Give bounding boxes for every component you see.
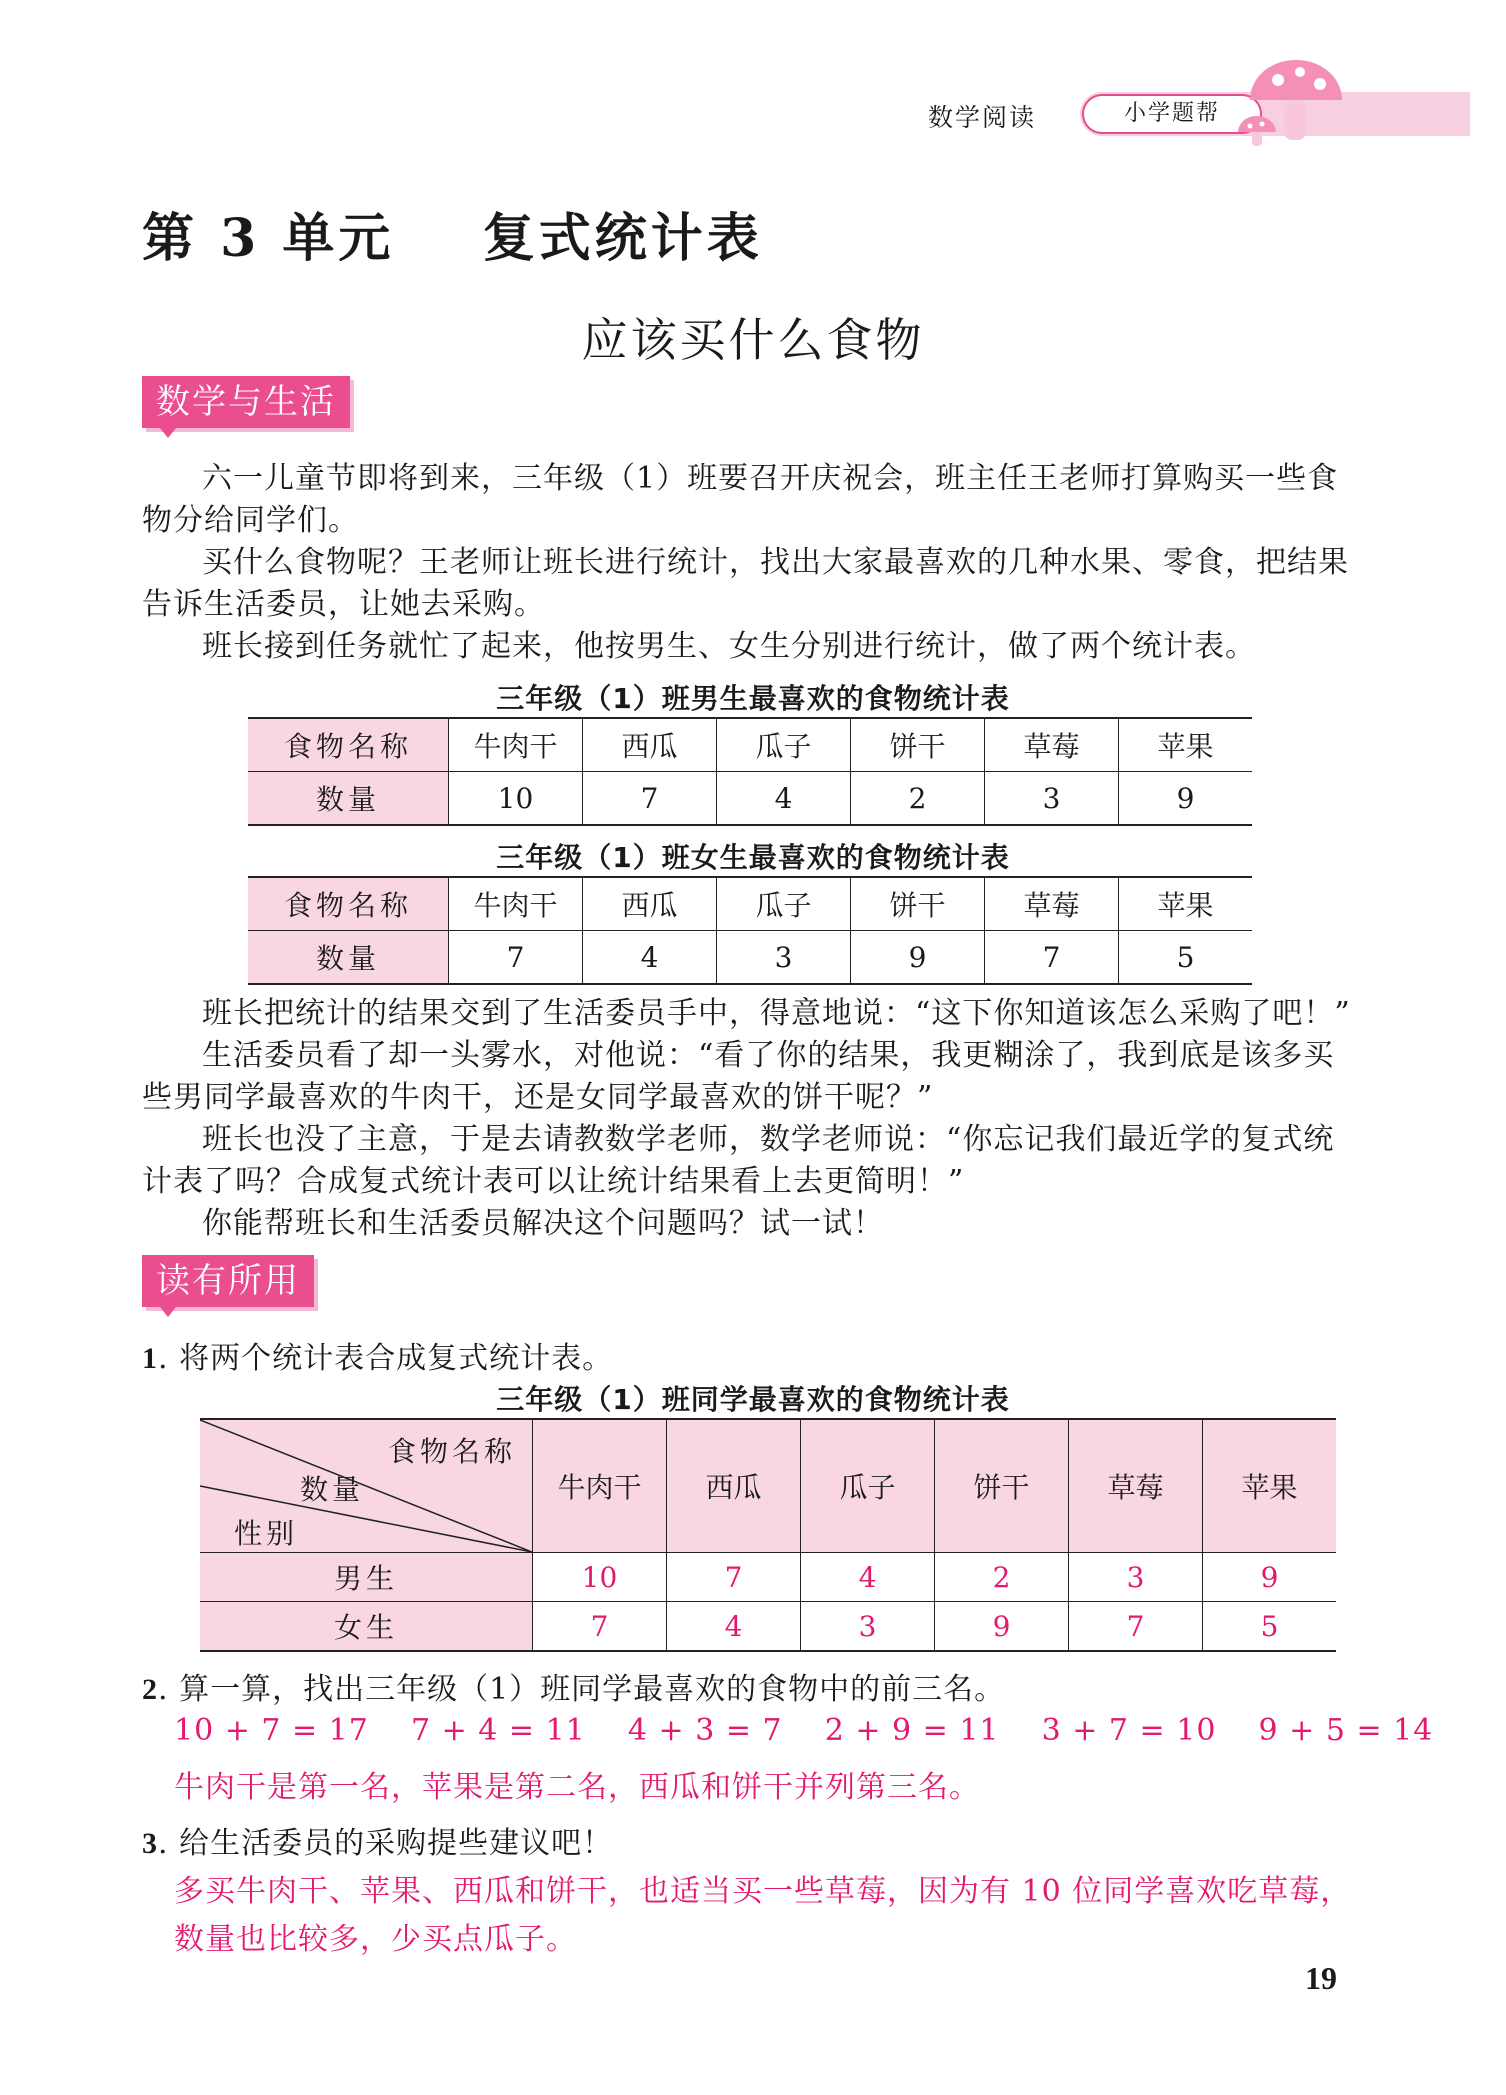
- food-cell: 苹果: [1203, 1419, 1337, 1553]
- answer-cell: 7: [667, 1553, 801, 1602]
- food-cell: 牛肉干: [449, 877, 583, 931]
- count-cell: 4: [583, 931, 717, 985]
- answer-suggestion-line2: 数量也比较多，少买点瓜子。: [174, 1922, 577, 1957]
- answer-cell: 10: [533, 1553, 667, 1602]
- mushroom-icon: [1238, 52, 1348, 148]
- brand-badge: [1082, 94, 1262, 134]
- count-cell: 4: [717, 772, 851, 826]
- answer-cell: 3: [1069, 1553, 1203, 1602]
- combined-table: [200, 1418, 1336, 1652]
- boys-table: [248, 717, 1252, 826]
- answer-cell: 2: [935, 1553, 1069, 1602]
- count-cell: 7: [985, 931, 1119, 985]
- answer-ranking: 牛肉干是第一名，苹果是第二名，西瓜和饼干并列第三名。: [174, 1770, 980, 1805]
- table-caption-boys: 三年级（1）班男生最喜欢的食物统计表: [496, 682, 1010, 715]
- question-text: . 算一算，找出三年级（1）班同学最喜欢的食物中的前三名。: [158, 1672, 1006, 1707]
- food-cell: 西瓜: [583, 877, 717, 931]
- answer-cell: 3: [801, 1602, 935, 1652]
- count-cell: 10: [449, 772, 583, 826]
- paragraph: 买什么食物呢？王老师让班长进行统计，找出大家最喜欢的几种水果、零食，把结果告诉生活委员，让她去采购。: [142, 545, 1349, 622]
- diag-label-food: 食物名称: [387, 1435, 516, 1468]
- row-header: 食物名称: [248, 718, 449, 772]
- page-number: 19: [1305, 1960, 1337, 1996]
- paragraph: 班长把统计的结果交到了生活委员手中，得意地说：“这下你知道该怎么采购了吧！”: [202, 996, 1351, 1031]
- row-header: 数量: [248, 772, 449, 826]
- answer-cell: 4: [667, 1602, 801, 1652]
- answer-cell: 7: [533, 1602, 667, 1652]
- paragraph: 六一儿童节即将到来，三年级（1）班要召开庆祝会，班主任王老师打算购买一些食物分给同学们。: [142, 461, 1339, 538]
- answer-cell: 4: [801, 1553, 935, 1602]
- question-number: 2: [142, 1673, 158, 1706]
- question-3: [142, 1818, 613, 1862]
- diag-label-count: 数量: [300, 1473, 365, 1506]
- count-cell: 9: [1119, 772, 1253, 826]
- food-cell: 西瓜: [667, 1419, 801, 1553]
- count-cell: 2: [851, 772, 985, 826]
- article-title: 应该买什么食物: [581, 313, 925, 367]
- count-cell: 7: [449, 931, 583, 985]
- food-cell: 瓜子: [717, 877, 851, 931]
- question-2: [142, 1664, 1005, 1708]
- section-tag-use: 读有所用: [142, 1255, 314, 1307]
- answer-suggestion-line1: 多买牛肉干、苹果、西瓜和饼干，也适当买一些草莓，因为有 10 位同学喜欢吃草莓，: [174, 1874, 1352, 1909]
- intro-text: [142, 458, 1362, 668]
- section-tag-life: 数学与生活: [142, 376, 350, 428]
- paragraph: 班长接到任务就忙了起来，他按男生、女生分别进行统计，做了两个统计表。: [202, 629, 1256, 664]
- food-cell: 苹果: [1119, 877, 1253, 931]
- food-cell: 草莓: [985, 718, 1119, 772]
- answer-cell: 9: [1203, 1553, 1337, 1602]
- row-header: 女生: [200, 1602, 533, 1652]
- count-cell: 3: [985, 772, 1119, 826]
- paragraph: 生活委员看了却一头雾水，对他说：“看了你的结果，我更糊涂了，我到底是该多买些男同学最喜欢的牛肉干，还是女同学最喜欢的饼干呢？”: [142, 1038, 1335, 1115]
- question-number: 3: [142, 1827, 158, 1860]
- question-number: 1: [142, 1342, 158, 1375]
- brand-label: 小学题帮: [1123, 101, 1220, 126]
- question-text: . 给生活委员的采购提些建议吧！: [158, 1826, 614, 1861]
- count-cell: 9: [851, 931, 985, 985]
- answer-cell: 9: [935, 1602, 1069, 1652]
- food-cell: 瓜子: [717, 718, 851, 772]
- food-cell: 饼干: [851, 877, 985, 931]
- unit-title: 第 3 单元 复式统计表: [142, 208, 763, 269]
- answer-cell: 7: [1069, 1602, 1203, 1652]
- count-cell: 3: [717, 931, 851, 985]
- food-cell: 瓜子: [801, 1419, 935, 1553]
- story-text: [142, 993, 1362, 1245]
- series-name: 数学阅读: [928, 103, 1037, 132]
- table-caption-girls: 三年级（1）班女生最喜欢的食物统计表: [496, 841, 1010, 874]
- food-cell: 饼干: [851, 718, 985, 772]
- food-cell: 西瓜: [583, 718, 717, 772]
- food-cell: 牛肉干: [449, 718, 583, 772]
- row-header: 数量: [248, 931, 449, 985]
- question-text: . 将两个统计表合成复式统计表。: [158, 1341, 614, 1376]
- answer-calculation: 10 + 7 = 17 7 + 4 = 11 4 + 3 = 7 2 + 9 = 11 3 + 7 = 10 9 + 5 = 14: [174, 1713, 1434, 1748]
- paragraph: 班长也没了主意，于是去请教数学老师，数学老师说：“你忘记我们最近学的复式统计表了吗？合成复式统计表可以让统计结果看上去更简明！”: [142, 1122, 1335, 1199]
- paragraph: 你能帮班长和生活委员解决这个问题吗？试一试！: [202, 1206, 884, 1241]
- count-cell: 5: [1119, 931, 1253, 985]
- food-cell: 草莓: [985, 877, 1119, 931]
- question-1: [142, 1333, 613, 1377]
- answer-cell: 5: [1203, 1602, 1337, 1652]
- table-caption-combined: 三年级（1）班同学最喜欢的食物统计表: [496, 1383, 1010, 1416]
- girls-table: [248, 876, 1252, 985]
- diagonal-header-cell: [200, 1419, 533, 1553]
- diag-label-gender: 性别: [234, 1517, 299, 1550]
- food-cell: 牛肉干: [533, 1419, 667, 1553]
- food-cell: 苹果: [1119, 718, 1253, 772]
- food-cell: 饼干: [935, 1419, 1069, 1553]
- row-header: 男生: [200, 1553, 533, 1602]
- food-cell: 草莓: [1069, 1419, 1203, 1553]
- row-header: 食物名称: [248, 877, 449, 931]
- count-cell: 7: [583, 772, 717, 826]
